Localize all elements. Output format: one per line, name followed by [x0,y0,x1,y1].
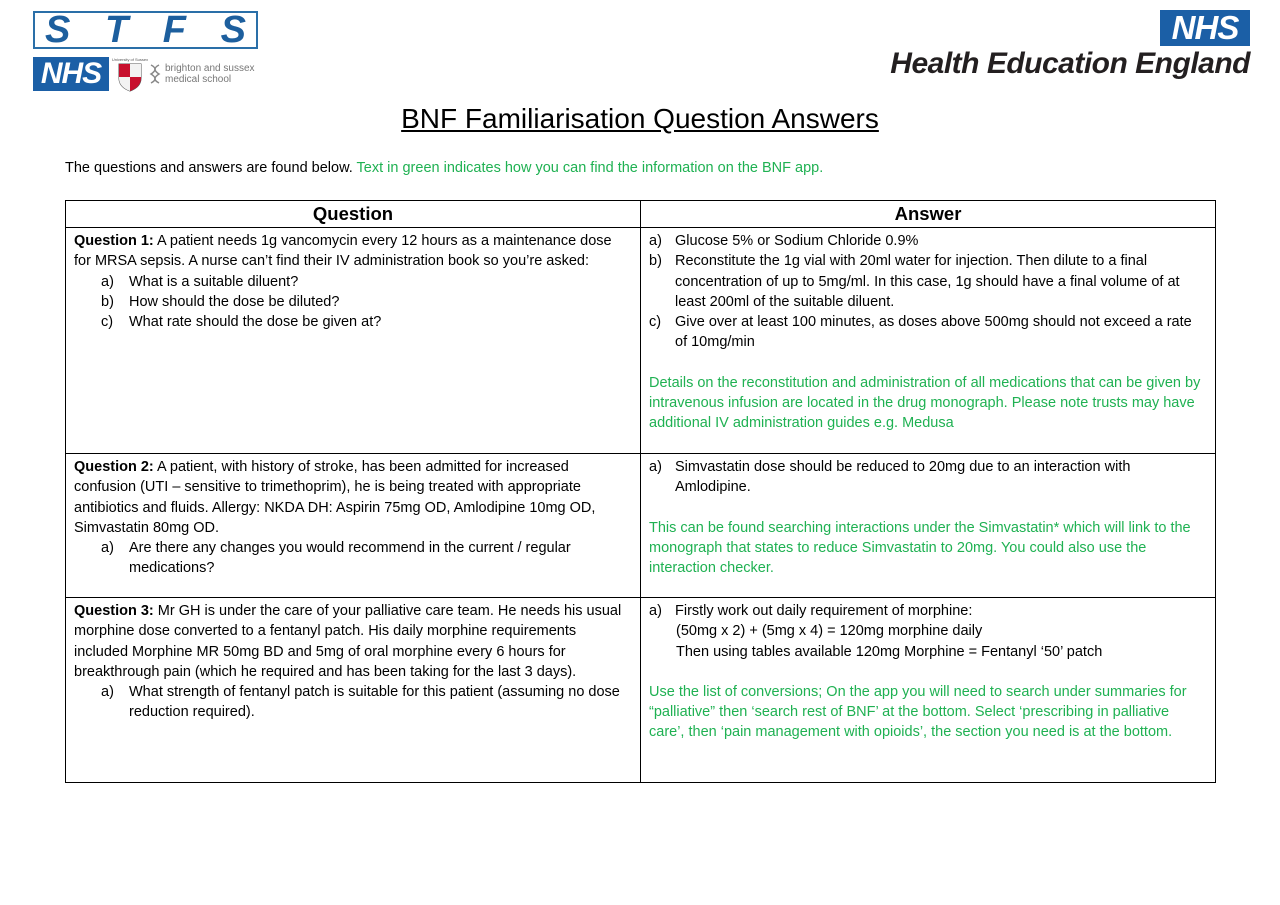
list-marker: a) [649,459,662,475]
question-body: Mr GH is under the care of your palliative care team. He needs his usual morphine dose converted to a fentanyl patch. His daily morphine requirements included Morphine MR 50mg BD and 5mg of oral morphine every 6 hours for breakthrough pain (which he required and has been taking for the last 3 days). [74,603,622,680]
list-marker: a) [649,233,662,249]
list-item [649,251,1207,312]
stfs-letter-s1: S [45,9,71,51]
answer-green-note: Details on the reconstitution and administration of all medications that can be given by intravenous infusion are located in the drug monograph. Please note trusts may have additional IV administration guides e.g. Medusa [649,374,1201,432]
intro-green: Text in green indicates how you can find the information on the BNF app. [356,160,824,176]
list-item [649,457,1207,498]
list-text: Firstly work out daily requirement of morphine: [675,603,973,619]
list-item [649,231,1207,251]
table-row [66,454,1216,598]
nhs-logo-small: NHS [33,57,109,91]
question-cell [66,598,641,783]
question-label: Question 2: [74,459,154,475]
list-item [649,601,1207,621]
question-label: Question 3: [74,603,154,619]
answer-cell [641,598,1216,783]
answer-list [649,457,1207,498]
list-item [74,312,632,332]
list-item [74,538,632,579]
question-cell [66,454,641,598]
question-cell [66,228,641,454]
table-row [66,228,1216,454]
crest-caption: University of Sussex [111,57,149,62]
list-item [74,682,632,723]
intro-text [65,160,823,176]
list-marker: b) [649,253,662,270]
question-label: Question 1: [74,233,154,249]
list-marker: b) [101,293,114,310]
qa-table [65,200,1216,783]
list-text: Are there any changes you would recommend in the current / regular medications? [129,540,571,577]
stfs-letter-s2: S [220,9,246,51]
question-body: A patient, with history of stroke, has been admitted for increased confusion (UTI – sensitive to trimethoprim), he is being treated with appropriate antibiotics and fluids. Allergy: NKDA DH: Aspirin 75mg OD, Amlodipine 10mg OD, Simvastatin 80mg OD. [74,459,596,536]
list-marker: a) [101,540,114,557]
bsms-dna-icon [148,63,162,85]
answer-cell [641,454,1216,598]
list-text: Simvastatin dose should be reduced to 20mg due to an interaction with Amlodipine. [675,459,1131,496]
answer-green-note: This can be found searching interactions under the Simvastatin* which will link to the monograph that states to reduce Simvastatin to 20mg. You could also use the interaction checker. [649,519,1191,577]
answer-calculation: Then using tables available 120mg Morphine = Fentanyl ‘50’ patch [676,643,1103,660]
nhs-logo-large: NHS [1160,10,1250,46]
bsms-line-1: brighton and sussex [165,63,255,74]
list-marker: a) [101,684,114,701]
intro-black: The questions and answers are found below. [65,160,357,176]
question-list [74,682,632,723]
list-item [74,272,632,292]
stfs-letter-t: T [104,9,129,51]
question-text [74,457,632,538]
table-row [66,598,1216,783]
header-row [66,201,1216,228]
list-text: Give over at least 100 minutes, as doses above 500mg should not exceed a rate of 10mg/min [675,314,1192,351]
stfs-logo [33,11,258,49]
answer-cell [641,228,1216,454]
university-crest-icon [111,56,149,92]
answer-calculation: (50mg x 2) + (5mg x 4) = 120mg morphine daily [676,623,983,640]
list-text: Reconstitute the 1g vial with 20ml water for injection. Then dilute to a final concentration of up to 5mg/ml. In this case, 1g should have a final volume of at least 200ml of the suitable diluent. [675,253,1180,310]
hee-title: Health Education England [890,47,1250,80]
page-title: BNF Familiarisation Question Answers [401,103,879,134]
stfs-letter-f: F [162,9,187,51]
list-text: What is a suitable diluent? [129,273,299,290]
list-marker: c) [101,314,114,331]
list-text: What strength of fentanyl patch is suitable for this patient (assuming no dose reduction required). [129,684,620,721]
list-marker: c) [649,314,662,331]
list-text: What rate should the dose be given at? [129,314,382,331]
bsms-logo-text [165,63,255,85]
answer-list [649,231,1207,353]
list-text: Glucose 5% or Sodium Chloride 0.9% [675,233,919,249]
list-item [74,292,632,312]
list-marker: a) [101,273,114,290]
question-text [74,231,632,272]
answer-header: Answer [641,201,1216,228]
list-marker: a) [649,603,662,619]
list-text: How should the dose be diluted? [129,293,340,310]
answer-list [649,601,1207,662]
question-list [74,538,632,579]
question-text [74,601,632,682]
answer-green-note: Use the list of conversions; On the app you will need to search under summaries for “palliative” then ‘search rest of BNF’ at the bottom. Select ‘prescribing in palliative care’, then ‘pain management with opioids’, the section you need is at the bottom. [649,683,1187,741]
question-list [74,272,632,333]
question-header: Question [66,201,641,228]
list-item [649,312,1207,353]
bsms-line-2: medical school [165,74,232,85]
question-body: A patient needs 1g vancomycin every 12 hours as a maintenance dose for MRSA sepsis. A nurse can’t find their IV administration book so you’re asked: [74,233,612,270]
